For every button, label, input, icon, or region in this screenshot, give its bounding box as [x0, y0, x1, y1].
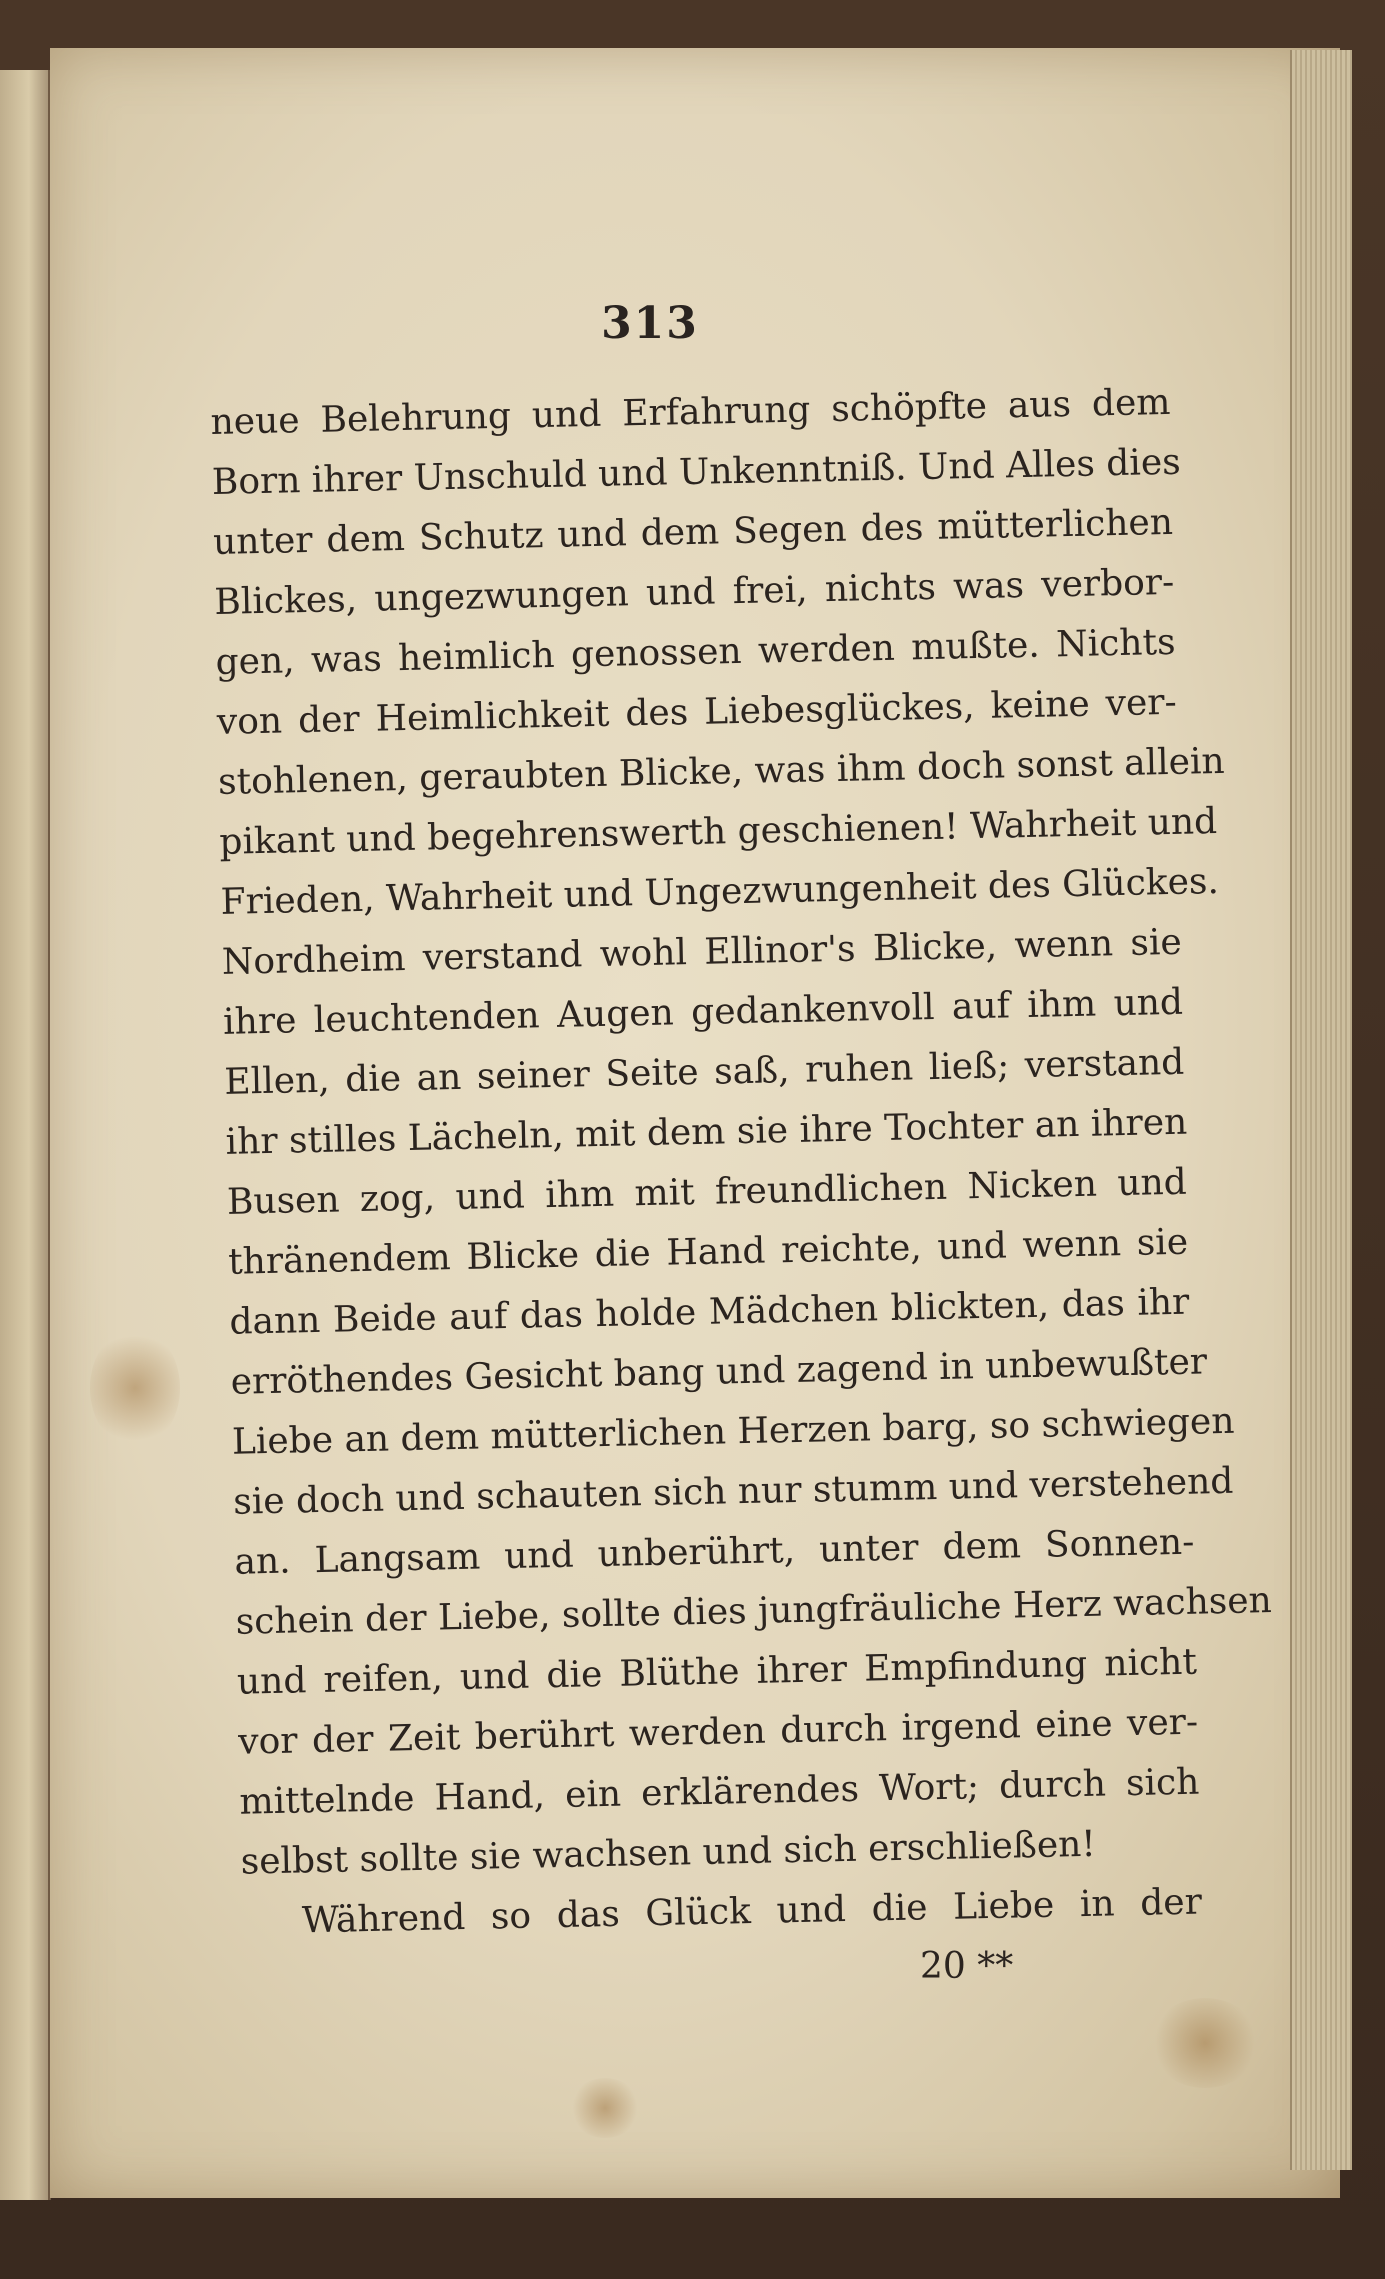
- text-line: Nordheim verstand wohl Ellinor's Blicke, wenn sie: [221, 921, 1183, 983]
- text-line: Während so das Glück und die Liebe in der: [301, 1881, 1203, 1942]
- text-line: gen, was heimlich genossen werden mußte. Nichts: [215, 621, 1176, 683]
- text-line: mittelnde Hand, ein erklärendes Wort; durch sich: [239, 1761, 1200, 1823]
- text-line: dann Beide auf das holde Mädchen blickten, das ihr: [229, 1281, 1190, 1343]
- text-line: vor der Zeit berührt werden durch irgend eine ver-: [237, 1701, 1199, 1763]
- text-line: ihr stilles Lächeln, mit dem sie ihre Tochter an ihren: [225, 1101, 1188, 1163]
- text-line: neue Belehrung und Erfahrung schöpfte aus dem: [210, 381, 1171, 443]
- page-number: 313: [601, 298, 699, 349]
- text-line: ihre leuchtenden Augen gedankenvoll auf ihm und: [222, 981, 1184, 1043]
- text-line: schein der Liebe, sollte dies jungfräuliche Herz wachsen: [235, 1580, 1273, 1643]
- text-line: thränendem Blicke die Hand reichte, und wenn sie: [227, 1221, 1189, 1283]
- text-line: Born ihrer Unschuld und Unkenntniß. Und Alles dies: [211, 441, 1182, 503]
- text-line: Blickes, ungezwungen und frei, nichts was verbor-: [213, 561, 1175, 623]
- book-page: [50, 48, 1340, 2198]
- signature-mark: 20 **: [920, 1946, 1014, 1987]
- text-line: unter dem Schutz und dem Segen des mütterlichen: [212, 501, 1174, 563]
- text-line: Liebe an dem mütterlichen Herzen barg, so schwiegen: [231, 1400, 1235, 1463]
- text-line: Frieden, Wahrheit und Ungezwungenheit des Glückes.: [220, 860, 1220, 923]
- text-line: an. Langsam und unberührt, unter dem Sonnen-: [234, 1521, 1195, 1583]
- text-line: pikant und begehrenswerth geschienen! Wahrheit und: [218, 801, 1218, 863]
- page-stack-edge: [1290, 50, 1352, 2170]
- text-line: Ellen, die an seiner Seite saß, ruhen ließ; verstand: [224, 1041, 1185, 1103]
- text-line: sie doch und schauten sich nur stumm und verstehend: [232, 1460, 1234, 1523]
- page-stain: [90, 1328, 180, 1448]
- body-text: [210, 373, 1273, 1953]
- text-line: von der Heimlichkeit des Liebesglückes, keine ver-: [216, 681, 1178, 743]
- page-stain: [570, 2078, 640, 2138]
- text-line: selbst sollte sie wachsen und sich erschließen!: [240, 1823, 1097, 1883]
- left-page-edge: [0, 70, 51, 2200]
- text-line: Busen zog, und ihm mit freundlichen Nicken und: [226, 1161, 1188, 1223]
- text-line: und reifen, und die Blüthe ihrer Empfindung nicht: [236, 1641, 1198, 1703]
- text-line: erröthendes Gesicht bang und zagend in unbewußter: [230, 1341, 1208, 1403]
- page-stain: [1150, 1998, 1260, 2088]
- text-line: stohlenen, geraubten Blicke, was ihm doch sonst allein: [217, 740, 1226, 803]
